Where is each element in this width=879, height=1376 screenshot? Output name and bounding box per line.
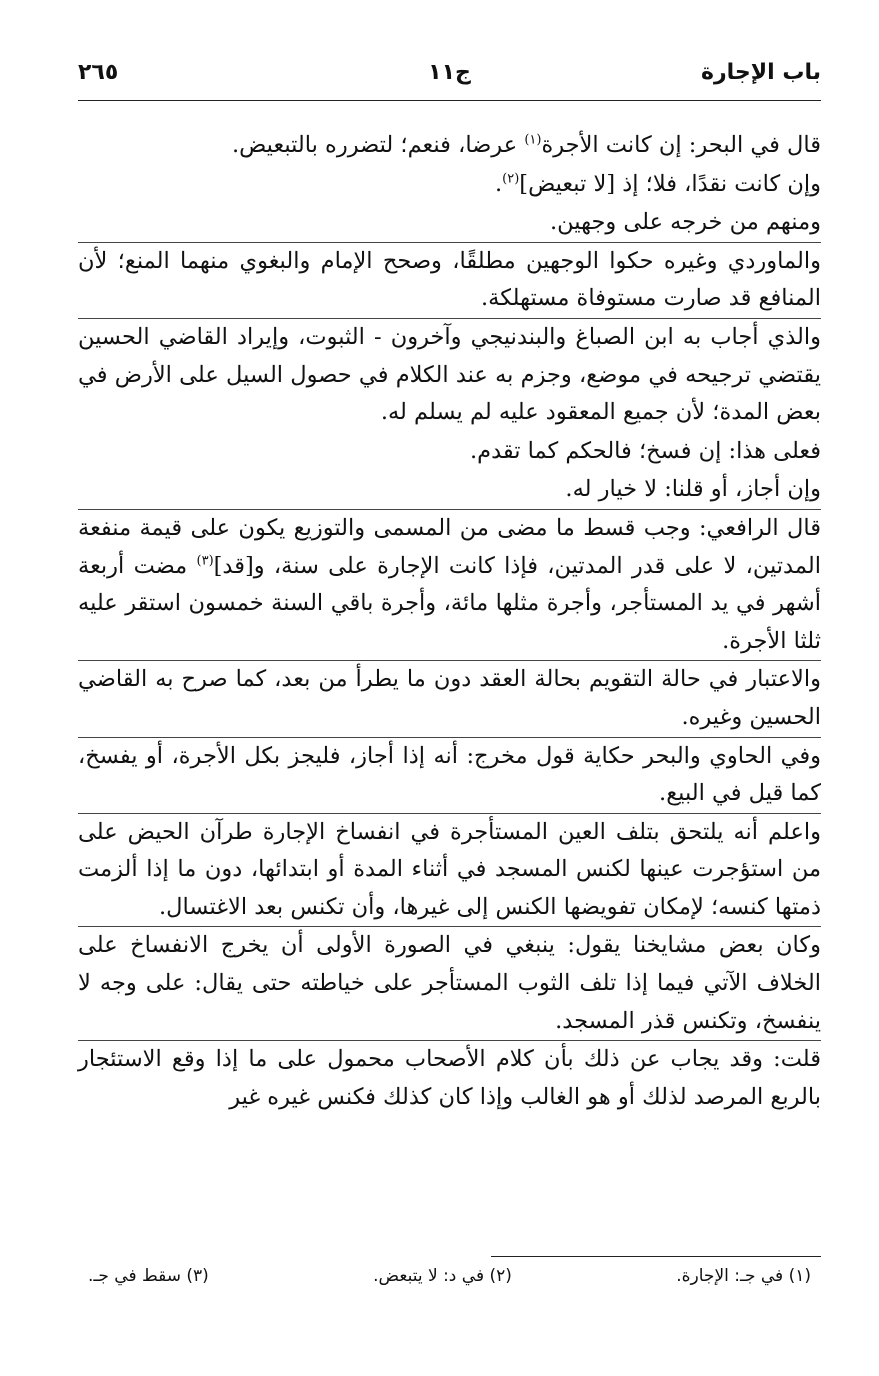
paragraph-text: وإن كانت نقدًا، فلا؛ إذ [لا تبعيض]	[519, 170, 821, 197]
running-header	[78, 60, 821, 100]
footnote-divider	[491, 1256, 821, 1257]
paragraph: واعلم أنه يلتحق بتلف العين المستأجرة في انفساخ الإجارة طرآن الحيض على من استؤجرت عينها لكنس المسجد في أثناء المدة أو ابتدائها، دون ما إذا ألزمت ذمتها كنسه؛ لإمكان تفويضها الكنس إلى غيرها، وأن تكنس بعد الاغتسال.	[78, 813, 821, 927]
paragraph: وإن أجاز، أو قلنا: لا خيار له.	[565, 476, 821, 503]
footnote-reference: (٣)	[196, 553, 214, 569]
paragraph: قلت: وقد يجاب عن ذلك بأن كلام الأصحاب محمول على ما إذا وقع الاستئجار بالربع المرصد لذلك أو هو الغالب وإذا كان كذلك فكنس غيره غير	[78, 1040, 821, 1116]
footnote-reference: (١)	[524, 132, 542, 148]
paragraph: فعلى هذا: إن فسخ؛ فالحكم كما تقدم.	[469, 437, 821, 464]
paragraph-text: قال الرافعي: وجب قسط ما مضى من المسمى والتوزيع يكون على قيمة منفعة المدتين، لا على قدر المدتين، فإذا كانت الإجارة على سنة، و[قد]	[78, 514, 821, 579]
main-text	[78, 126, 821, 1116]
volume-number: ج١١	[428, 60, 471, 85]
paragraph: وفي الحاوي والبحر حكاية قول مخرج: أنه إذا أجاز، فليجز بكل الأجرة، أو يفسخ، كما قيل في البيع.	[78, 737, 821, 813]
footnote: (٢) في د: لا يتبعض.	[373, 1266, 512, 1286]
paragraph: وكان بعض مشايخنا يقول: ينبغي في الصورة الأولى أن يخرج الانفساخ على الخلاف الآتي فيما إذا تلف الثوب المستأجر على خياطته حتى يقال: على وجه لا ينفسخ، وتكنس قذر المسجد.	[78, 926, 821, 1040]
footnote-reference: (٢)	[502, 171, 520, 187]
paragraph-text: .	[495, 170, 503, 197]
paragraph: والاعتبار في حالة التقويم بحالة العقد دون ما يطرأ من بعد، كما صرح به القاضي الحسين وغيره.	[78, 660, 821, 736]
paragraph: ومنهم من خرجه على وجهين.	[550, 209, 821, 236]
paragraph: والذي أجاب به ابن الصباغ والبندنيجي وآخرون - الثبوت، وإيراد القاضي الحسين يقتضي ترجيحه في موضع، وجزم به عند الكلام في حصول السيل على الأرض في بعض المدة؛ لأن جميع المعقود عليه لم يسلم له.	[78, 318, 821, 432]
paragraph	[78, 165, 821, 204]
paragraph	[78, 126, 821, 165]
paragraph-text: قال في البحر: إن كانت الأجرة	[541, 132, 821, 158]
paragraph-text: عرضا، فنعم؛ لتضرره بالتبعيض.	[231, 132, 525, 158]
footnote: (٣) سقط في جـ.	[88, 1266, 209, 1286]
footnotes	[78, 1266, 821, 1286]
header-divider	[78, 100, 821, 101]
chapter-title: باب الإجارة	[701, 60, 821, 85]
footnote: (١) في جـ: الإجارة.	[676, 1266, 811, 1286]
page-number: ٢٦٥	[78, 60, 119, 85]
paragraph	[78, 509, 821, 660]
paragraph-text: مضت أربعة أشهر في يد المستأجر، وأجرة مثلها مائة، وأجرة باقي السنة خمسون استقر عليه ثلثا الأجرة.	[78, 552, 821, 654]
paragraph: والماوردي وغيره حكوا الوجهين مطلقًا، وصحح الإمام والبغوي منهما المنع؛ لأن المنافع قد صارت مستوفاة مستهلكة.	[78, 242, 821, 318]
